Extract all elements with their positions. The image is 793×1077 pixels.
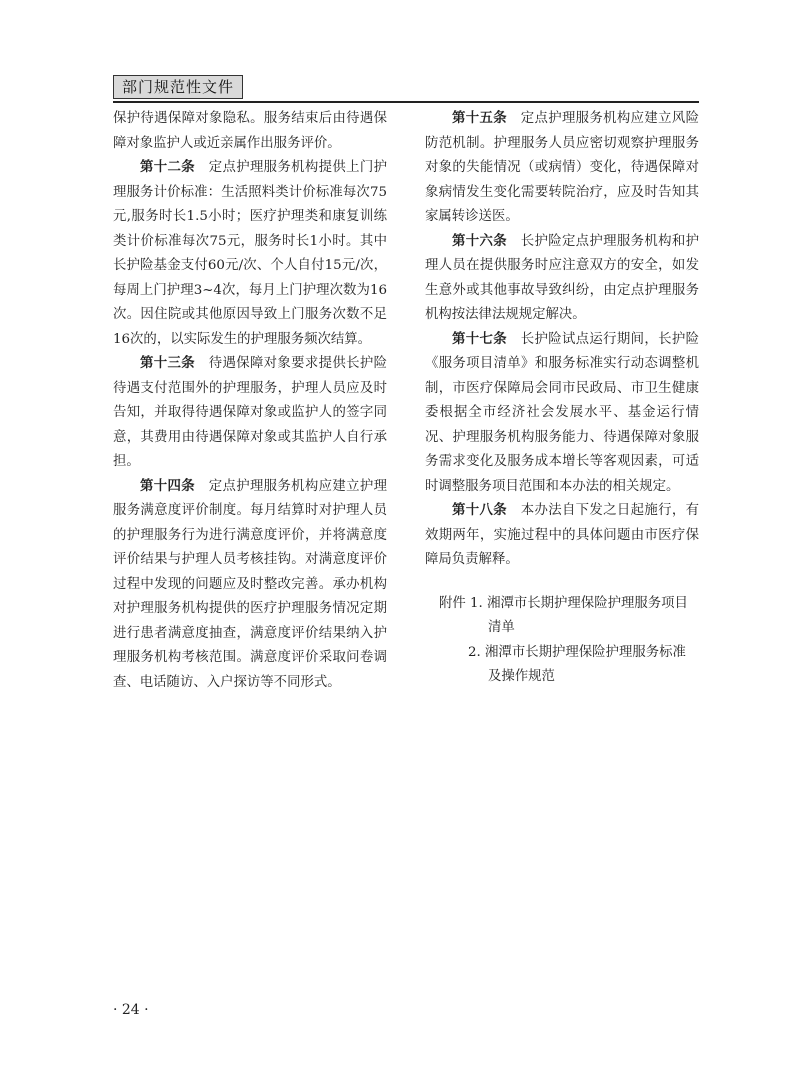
attachments-list [425, 592, 699, 690]
section-header-tag: 部门规范性文件 [113, 75, 243, 99]
attachment-2: 2. 湘潭市长期护理保险护理服务标准 [468, 644, 686, 660]
article-17-text: 长护险试点运行期间，长护险《服务项目清单》和服务标准实行动态调整机制，市医疗保障局会同市民政局、市卫生健康委根据全市经济社会发展水平、基金运行情况、护理服务机构服务能力、待遇保障对象服务需求变化及服务成本增长等客观因素，可适时调整服务项目范围和本办法的相关规定。 [425, 331, 700, 494]
article-17-label: 第十七条 [452, 331, 507, 347]
article-18-label: 第十八条 [452, 503, 507, 518]
paragraph-continuation: 保护待遇保障对象隐私。服务结束后由待遇保障对象监护人或近亲属作出服务评价。 [113, 111, 387, 151]
article-17 [425, 328, 699, 500]
article-13-text: 待遇保障对象要求提供长护险待遇支付范围外的护理服务，护理人员应及时告知，并取得待遇保障对象或监护人的签字同意，其费用由待遇保障对象或其监护人自行承担。 [113, 356, 388, 469]
article-15-text: 定点护理服务机构应建立风险防范机制。护理服务人员应密切观察护理服务对象的失能情况（或病情）变化，待遇保障对象病情发生变化需要转院治疗，应及时告知其家属转诊送医。 [425, 111, 700, 224]
article-14-text: 定点护理服务机构应建立护理服务满意度评价制度。每月结算时对护理人员的护理服务行为进行满意度评价，并将满意度评价结果与护理人员考核挂钩。对满意度评价过程中发现的问题应及时整改完善。承办机构对护理服务机构提供的医疗护理服务情况定期进行患者满意度抽查，满意度评价结果纳入护理服务机构考核范围。满意度评价采取问卷调查、电话随访、入户探访等不同形式。 [113, 478, 388, 690]
attachment-2-cont: 及操作规范 [488, 669, 555, 684]
header-rule [113, 101, 699, 103]
left-column [113, 107, 387, 695]
article-15-label: 第十五条 [452, 111, 507, 126]
article-16-label: 第十六条 [452, 233, 507, 249]
article-12-label: 第十二条 [140, 160, 195, 175]
article-18 [425, 499, 699, 573]
article-14 [113, 475, 387, 696]
article-12-text: 定点护理服务机构提供上门护理服务计价标准：生活照料类计价标准每次75元,服务时长1.5小时；医疗护理类和康复训练类计价标准每次75元，服务时长1小时。其中长护险基金支付60元/次、个人自付15元/次，每周上门护理3~4次，每月上门护理次数为16次。因住院或其他原因导致上门服务次数不足16次的，以实际发生的护理服务频次结算。 [113, 160, 388, 347]
page-number: · 24 · [113, 1002, 149, 1018]
attachment-1: 附件 1. 湘潭市长期护理保险护理服务项目 [439, 595, 688, 611]
article-13 [113, 352, 387, 475]
article-16-text: 长护险定点护理服务机构和护理人员在提供服务时应注意双方的安全，如发生意外或其他事故导致纠纷，由定点护理服务机构按法律法规规定解决。 [425, 233, 700, 322]
article-15 [425, 107, 699, 230]
attachment-1-cont: 清单 [488, 620, 515, 635]
article-18-text: 本办法自下发之日起施行，有效期两年，实施过程中的具体问题由市医疗保障局负责解释。 [425, 503, 700, 567]
article-16 [425, 230, 699, 328]
article-12 [113, 156, 387, 352]
right-column [425, 107, 699, 690]
article-13-label: 第十三条 [140, 356, 195, 371]
article-14-label: 第十四条 [140, 478, 195, 494]
